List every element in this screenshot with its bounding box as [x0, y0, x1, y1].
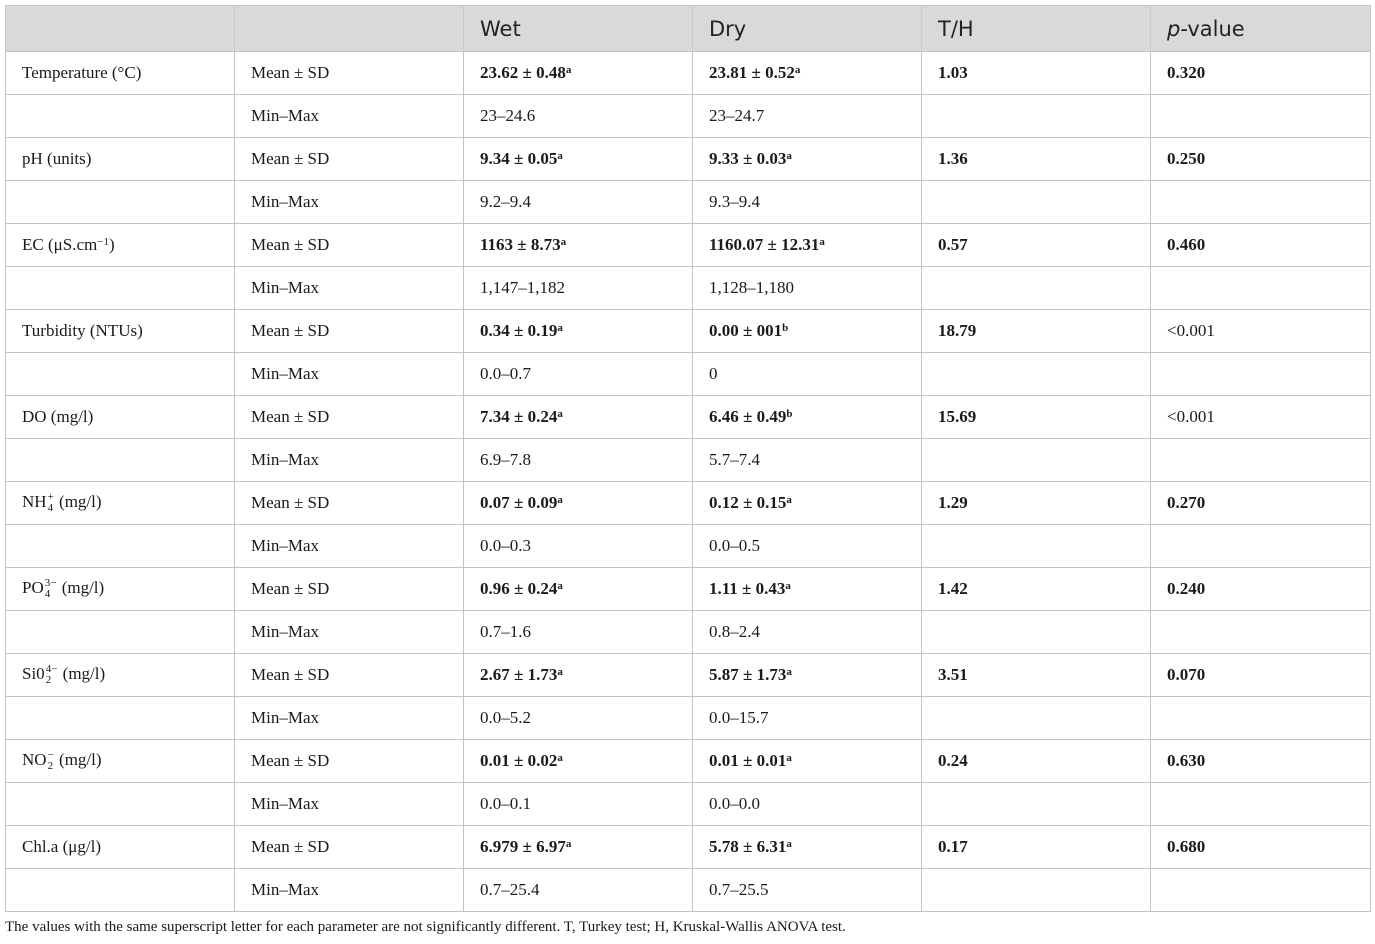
empty-cell: [6, 353, 235, 396]
stat-label: Mean ± SD: [235, 654, 464, 697]
empty-cell: [1151, 697, 1371, 740]
wet-mean-cell: [464, 740, 693, 783]
parameter-name: Temperature (°C): [22, 63, 142, 82]
parameter-name: Turbidity (NTUs): [22, 321, 143, 340]
wet-superscript: a: [565, 838, 572, 850]
parameter-unit: ): [108, 235, 115, 254]
p-value: 0.270: [1151, 482, 1371, 525]
dry-superscript: a: [794, 64, 801, 76]
dry-mean-value: 0.00 ± 001: [709, 321, 783, 340]
stat-label: Min–Max: [235, 783, 464, 826]
parameter-unit: (mg/l): [54, 749, 102, 769]
empty-cell: [922, 869, 1151, 912]
parameter-name: NH: [22, 491, 47, 511]
empty-cell: [922, 783, 1151, 826]
stat-label: Mean ± SD: [235, 482, 464, 525]
dry-superscript: a: [786, 666, 792, 678]
empty-cell: [6, 869, 235, 912]
table-row-mean: [6, 396, 1371, 439]
table-row-mean: [6, 568, 1371, 611]
empty-cell: [1151, 439, 1371, 482]
table-row-mean: [6, 740, 1371, 783]
p-value: 0.250: [1151, 138, 1371, 181]
dry-superscript: a: [786, 838, 792, 850]
table-row-range: [6, 181, 1371, 224]
stat-label: Mean ± SD: [235, 52, 464, 95]
stat-label: Min–Max: [235, 95, 464, 138]
dry-range: 23–24.7: [693, 95, 922, 138]
parameter-unit: (mg/l): [57, 577, 105, 597]
p-value: 0.630: [1151, 740, 1371, 783]
wet-superscript: a: [565, 64, 572, 76]
th-value: 3.51: [922, 654, 1151, 697]
th-value: 18.79: [922, 310, 1151, 353]
dry-superscript: b: [786, 408, 793, 420]
empty-cell: [6, 525, 235, 568]
wet-superscript: a: [557, 322, 563, 334]
stat-label: Mean ± SD: [235, 396, 464, 439]
parameter-sup: −: [47, 749, 54, 762]
parameter-cell: [6, 568, 235, 611]
wet-range: 23–24.6: [464, 95, 693, 138]
data-table-container: [5, 5, 1370, 912]
p-value: 0.460: [1151, 224, 1371, 267]
wet-superscript: a: [557, 494, 563, 506]
p-value: <0.001: [1151, 396, 1371, 439]
wet-mean-value: 0.07 ± 0.09: [480, 493, 558, 512]
dry-mean-cell: [693, 482, 922, 525]
wet-mean-value: 2.67 ± 1.73: [480, 665, 558, 684]
header-statistic: [235, 6, 464, 52]
parameter-name: Chl.a (μg/l): [22, 837, 101, 856]
p-value: 0.680: [1151, 826, 1371, 869]
stat-label: Min–Max: [235, 869, 464, 912]
dry-range: 9.3–9.4: [693, 181, 922, 224]
header-th: T/H: [922, 6, 1151, 52]
stat-label: Min–Max: [235, 611, 464, 654]
empty-cell: [6, 267, 235, 310]
parameter-cell: [6, 396, 235, 439]
wet-mean-cell: [464, 482, 693, 525]
wet-mean-value: 0.34 ± 0.19: [480, 321, 558, 340]
wet-range: 0.0–0.7: [464, 353, 693, 396]
dry-range: 1,128–1,180: [693, 267, 922, 310]
dry-mean-value: 0.12 ± 0.15: [709, 493, 787, 512]
stat-label: Mean ± SD: [235, 310, 464, 353]
wet-range: 9.2–9.4: [464, 181, 693, 224]
header-wet: Wet: [464, 6, 693, 52]
dry-superscript: a: [786, 494, 792, 506]
dry-mean-value: 1160.07 ± 12.31: [709, 235, 820, 254]
empty-cell: [6, 783, 235, 826]
parameter-ion-charge: [46, 664, 58, 686]
dry-mean-value: 5.78 ± 6.31: [709, 837, 787, 856]
empty-cell: [6, 181, 235, 224]
table-row-range: [6, 95, 1371, 138]
p-value: 0.320: [1151, 52, 1371, 95]
stat-label: Min–Max: [235, 181, 464, 224]
dry-range: 0.0–0.0: [693, 783, 922, 826]
empty-cell: [6, 439, 235, 482]
table-row-range: [6, 267, 1371, 310]
dry-mean-value: 9.33 ± 0.03: [709, 149, 787, 168]
th-value: 1.29: [922, 482, 1151, 525]
empty-cell: [922, 697, 1151, 740]
empty-cell: [6, 697, 235, 740]
dry-superscript: a: [819, 236, 825, 248]
parameter-sup: 3−: [44, 577, 57, 590]
dry-mean-cell: [693, 654, 922, 697]
dry-range: 5.7–7.4: [693, 439, 922, 482]
empty-cell: [1151, 181, 1371, 224]
parameter-sub: 4: [47, 502, 54, 515]
parameter-sup: +: [47, 491, 54, 504]
parameter-ion-charge: [45, 578, 57, 600]
empty-cell: [6, 611, 235, 654]
wet-mean-value: 1163 ± 8.73: [480, 235, 561, 254]
empty-cell: [6, 95, 235, 138]
wet-range: 6.9–7.8: [464, 439, 693, 482]
header-parameter: [6, 6, 235, 52]
dry-superscript: a: [786, 150, 792, 162]
p-value: 0.240: [1151, 568, 1371, 611]
stat-label: Min–Max: [235, 697, 464, 740]
empty-cell: [922, 267, 1151, 310]
wet-mean-value: 0.01 ± 0.02: [480, 751, 558, 770]
parameter-cell: [6, 654, 235, 697]
wet-mean-value: 6.979 ± 6.97: [480, 837, 566, 856]
stat-label: Min–Max: [235, 353, 464, 396]
dry-mean-cell: [693, 396, 922, 439]
th-value: 1.42: [922, 568, 1151, 611]
wet-mean-value: 7.34 ± 0.24: [480, 407, 558, 426]
wet-mean-cell: [464, 826, 693, 869]
dry-mean-value: 23.81 ± 0.52: [709, 63, 795, 82]
table-header-row: [6, 6, 1371, 52]
wet-range: 0.7–25.4: [464, 869, 693, 912]
empty-cell: [922, 439, 1151, 482]
wet-mean-cell: [464, 396, 693, 439]
table-row-range: [6, 697, 1371, 740]
parameter-cell: [6, 310, 235, 353]
p-value: <0.001: [1151, 310, 1371, 353]
stat-label: Mean ± SD: [235, 224, 464, 267]
parameter-name: DO (mg/l): [22, 407, 94, 426]
th-value: 15.69: [922, 396, 1151, 439]
empty-cell: [922, 95, 1151, 138]
wet-range: 0.0–0.3: [464, 525, 693, 568]
parameter-name: Si0: [22, 663, 45, 683]
dry-range: 0.0–0.5: [693, 525, 922, 568]
water-quality-table: [5, 5, 1371, 912]
th-value: 0.57: [922, 224, 1151, 267]
wet-mean-value: 9.34 ± 0.05: [480, 149, 558, 168]
table-row-range: [6, 525, 1371, 568]
table-row-range: [6, 611, 1371, 654]
table-row-mean: [6, 654, 1371, 697]
dry-mean-cell: [693, 138, 922, 181]
parameter-sub: 4: [44, 588, 51, 601]
wet-mean-cell: [464, 568, 693, 611]
dry-range: 0.7–25.5: [693, 869, 922, 912]
header-p-value: p-value: [1151, 6, 1371, 52]
parameter-cell: [6, 224, 235, 267]
wet-superscript: a: [557, 580, 563, 592]
table-row-mean: [6, 310, 1371, 353]
empty-cell: [922, 353, 1151, 396]
dry-mean-cell: [693, 52, 922, 95]
wet-range: 0.0–5.2: [464, 697, 693, 740]
parameter-name: NO: [22, 749, 47, 769]
wet-mean-cell: [464, 654, 693, 697]
stat-label: Mean ± SD: [235, 138, 464, 181]
wet-mean-cell: [464, 52, 693, 95]
table-row-mean: [6, 52, 1371, 95]
wet-mean-value: 0.96 ± 0.24: [480, 579, 558, 598]
table-row-range: [6, 353, 1371, 396]
wet-mean-cell: [464, 310, 693, 353]
wet-superscript: a: [557, 666, 563, 678]
empty-cell: [1151, 869, 1371, 912]
parameter-ion-charge: [48, 750, 54, 772]
parameter-name: PO: [22, 577, 44, 597]
dry-range: 0.8–2.4: [693, 611, 922, 654]
stat-label: Min–Max: [235, 439, 464, 482]
empty-cell: [1151, 525, 1371, 568]
dry-range: 0: [693, 353, 922, 396]
p-value: 0.070: [1151, 654, 1371, 697]
wet-range: 1,147–1,182: [464, 267, 693, 310]
parameter-ion-charge: [48, 492, 54, 514]
stat-label: Min–Max: [235, 525, 464, 568]
empty-cell: [1151, 95, 1371, 138]
dry-mean-value: 0.01 ± 0.01: [709, 751, 787, 770]
empty-cell: [922, 181, 1151, 224]
parameter-cell: [6, 826, 235, 869]
th-value: 1.03: [922, 52, 1151, 95]
dry-superscript: a: [785, 580, 791, 592]
wet-mean-value: 23.62 ± 0.48: [480, 63, 566, 82]
empty-cell: [1151, 267, 1371, 310]
dry-mean-value: 5.87 ± 1.73: [709, 665, 787, 684]
wet-superscript: a: [557, 408, 563, 420]
empty-cell: [922, 525, 1151, 568]
stat-label: Mean ± SD: [235, 568, 464, 611]
stat-label: Mean ± SD: [235, 740, 464, 783]
table-row-mean: [6, 826, 1371, 869]
wet-range: 0.7–1.6: [464, 611, 693, 654]
stat-label: Mean ± SD: [235, 826, 464, 869]
table-footnote: The values with the same superscript letter for each parameter are not significantly different. T, Turkey test; H, Kruskal-Wallis ANOVA test.: [5, 919, 846, 935]
table-row-mean: [6, 482, 1371, 525]
parameter-sub: 2: [47, 760, 54, 773]
th-value: 0.17: [922, 826, 1151, 869]
table-row-mean: [6, 138, 1371, 181]
empty-cell: [922, 611, 1151, 654]
empty-cell: [1151, 783, 1371, 826]
wet-mean-cell: [464, 224, 693, 267]
parameter-sup: 4−: [45, 663, 58, 676]
dry-superscript: b: [782, 322, 789, 334]
parameter-sup: −1: [97, 236, 109, 248]
dry-mean-cell: [693, 224, 922, 267]
parameter-name: pH (units): [22, 149, 92, 168]
dry-mean-value: 1.11 ± 0.43: [709, 579, 786, 598]
th-value: 1.36: [922, 138, 1151, 181]
parameter-cell: [6, 52, 235, 95]
parameter-unit: (mg/l): [58, 663, 106, 683]
table-row-range: [6, 869, 1371, 912]
wet-superscript: a: [557, 752, 563, 764]
dry-mean-cell: [693, 740, 922, 783]
wet-superscript: a: [557, 150, 563, 162]
wet-superscript: a: [560, 236, 567, 248]
header-dry: Dry: [693, 6, 922, 52]
th-value: 0.24: [922, 740, 1151, 783]
parameter-cell: [6, 740, 235, 783]
dry-superscript: a: [786, 752, 792, 764]
parameter-sub: 2: [45, 674, 52, 687]
empty-cell: [1151, 353, 1371, 396]
wet-mean-cell: [464, 138, 693, 181]
dry-mean-cell: [693, 568, 922, 611]
dry-mean-value: 6.46 ± 0.49: [709, 407, 787, 426]
table-row-range: [6, 783, 1371, 826]
table-row-range: [6, 439, 1371, 482]
stat-label: Min–Max: [235, 267, 464, 310]
wet-range: 0.0–0.1: [464, 783, 693, 826]
parameter-unit: (mg/l): [54, 491, 102, 511]
dry-mean-cell: [693, 310, 922, 353]
dry-range: 0.0–15.7: [693, 697, 922, 740]
empty-cell: [1151, 611, 1371, 654]
parameter-name: EC (μS.cm: [22, 235, 98, 254]
parameter-cell: [6, 138, 235, 181]
table-row-mean: [6, 224, 1371, 267]
dry-mean-cell: [693, 826, 922, 869]
parameter-cell: [6, 482, 235, 525]
